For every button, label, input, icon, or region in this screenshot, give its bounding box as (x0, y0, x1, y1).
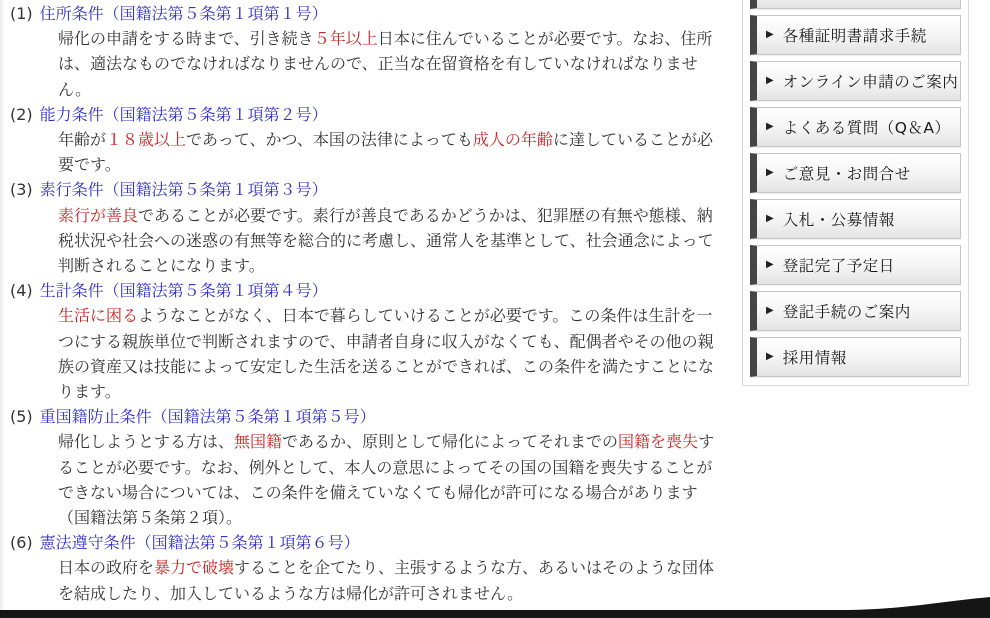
highlighted-text: 成人の年齢 (472, 130, 553, 150)
arrow-right-icon: ▶ (766, 258, 774, 270)
condition-heading (10, 177, 724, 202)
section-number: (4) (10, 281, 33, 301)
arrow-right-icon: ▶ (766, 166, 774, 178)
sidebar-menu-item[interactable] (750, 107, 961, 147)
condition-heading (10, 278, 724, 303)
sidebar-menu-item-label: 各種証明書請求手続 (782, 27, 927, 45)
highlighted-text: 国籍を喪失 (618, 432, 699, 452)
body-text: 日本の政府を (58, 558, 155, 578)
highlighted-text: 生活に困る (58, 306, 139, 326)
sidebar-menu-item-label: よくある質問（Q＆A） (782, 119, 951, 137)
highlighted-text: ５年以上 (313, 29, 378, 49)
condition-description (10, 127, 724, 177)
condition-heading-link[interactable]: 生計条件（国籍法第５条第１項第４号） (39, 281, 328, 301)
body-text: 日本に住んでいることが必要です。なお、住所は、適法なものでなければなりませんので、正当な在留資格を有していなければなりません。 (58, 29, 713, 99)
condition-section (10, 1, 724, 102)
condition-heading-link[interactable]: 住所条件（国籍法第５条第１項第１号） (39, 4, 328, 23)
body-text: であることが必要です。素行が善良であるかどうかは、犯罪歴の有無や態様、納税状況や社会への迷惑の有無等を総合的に考慮し、通常人を基準として、社会通念によって判断されることになります。 (58, 205, 714, 276)
sidebar-menu (742, 0, 969, 386)
sidebar-menu-item[interactable] (750, 291, 961, 331)
condition-description (10, 203, 724, 279)
body-text: 帰化の申請をする時まで、引き続き (58, 29, 314, 49)
body-text: であるか、原則として帰化によってそれまでの (282, 432, 619, 452)
arrow-right-icon: ▶ (766, 120, 774, 132)
body-text: に達していることが必要です。 (58, 130, 713, 175)
section-number: (1) (10, 4, 33, 23)
section-number: (3) (10, 180, 33, 200)
body-text: することが必要です。なお、例外として、本人の意思によってその国の国籍を喪失することができない場合については、この条件を備えていなくても帰化が許可になる場合があります（国籍法第５条第２項）。 (58, 432, 715, 528)
body-text: 帰化しようとする方は、 (58, 432, 235, 452)
condition-heading-link[interactable]: 能力条件（国籍法第５条第１項第２号） (39, 104, 328, 124)
condition-heading-link[interactable]: 素行条件（国籍法第５条第１項第３号） (39, 180, 328, 200)
sidebar-menu-item-label: オンライン申請のご案内 (782, 73, 959, 91)
section-number: (2) (10, 104, 33, 124)
condition-description (10, 429, 724, 530)
arrow-right-icon: ▶ (766, 350, 774, 362)
condition-section (10, 102, 724, 178)
condition-description (10, 26, 724, 102)
sidebar-menu-item[interactable] (750, 199, 961, 239)
sidebar-menu-item-label: 入札・公募情報 (782, 211, 895, 229)
body-text: ようなことがなく、日本で暮らしていけることが必要です。この条件は生計を一つにする親族単位で判断されますので、申請者自身に収入がなくても、配偶者やその他の親族の資産又は技能によって安定した生活を送ることができれば、この条件を満たすことになります。 (58, 306, 715, 402)
body-text: 年齢が (58, 130, 107, 150)
naturalization-conditions-list (10, 1, 724, 606)
sidebar-menu-item[interactable] (750, 245, 961, 285)
condition-heading (10, 1, 724, 26)
sidebar-menu-item[interactable] (750, 61, 961, 101)
condition-description (10, 303, 724, 404)
condition-heading-link[interactable]: 重国籍防止条件（国籍法第５条第１項第５号） (39, 407, 376, 427)
content-left-edge (0, 0, 3, 618)
sidebar-menu-item-clipped[interactable] (750, 0, 961, 9)
highlighted-text: 暴力で破壊 (154, 558, 235, 578)
arrow-right-icon: ▶ (766, 74, 774, 86)
footer-bar (0, 596, 990, 618)
arrow-right-icon: ▶ (766, 28, 774, 40)
section-number: (5) (10, 407, 33, 427)
condition-section (10, 177, 724, 278)
condition-heading (10, 404, 724, 429)
sidebar-menu-item[interactable] (750, 153, 961, 193)
sidebar-menu-item[interactable] (750, 15, 961, 55)
highlighted-text: １８歳以上 (106, 130, 187, 150)
arrow-right-icon: ▶ (766, 304, 774, 316)
condition-heading (10, 530, 724, 555)
highlighted-text: 素行が善良 (58, 205, 139, 225)
section-number: (6) (10, 533, 33, 553)
condition-heading (10, 102, 724, 127)
body-text: であって、かつ、本国の法律によっても (186, 130, 473, 150)
condition-section (10, 278, 724, 404)
condition-section (10, 404, 724, 530)
sidebar-menu-item[interactable] (750, 337, 961, 377)
condition-heading-link[interactable]: 憲法遵守条件（国籍法第５条第１項第６号） (39, 533, 360, 553)
condition-section (10, 530, 724, 606)
sidebar-menu-item-label: ご意見・お問合せ (782, 165, 911, 183)
sidebar-menu-item-label: 採用情報 (782, 349, 847, 367)
arrow-right-icon: ▶ (766, 212, 774, 224)
body-text: することを企てたり、主張するような方、あるいはそのような団体を結成したり、加入しているような方は帰化が許可されません。 (58, 558, 715, 603)
sidebar-menu-item-label: 登記手続のご案内 (782, 303, 911, 321)
highlighted-text: 無国籍 (234, 432, 283, 452)
sidebar-menu-item-label: 登記完了予定日 (782, 257, 895, 275)
